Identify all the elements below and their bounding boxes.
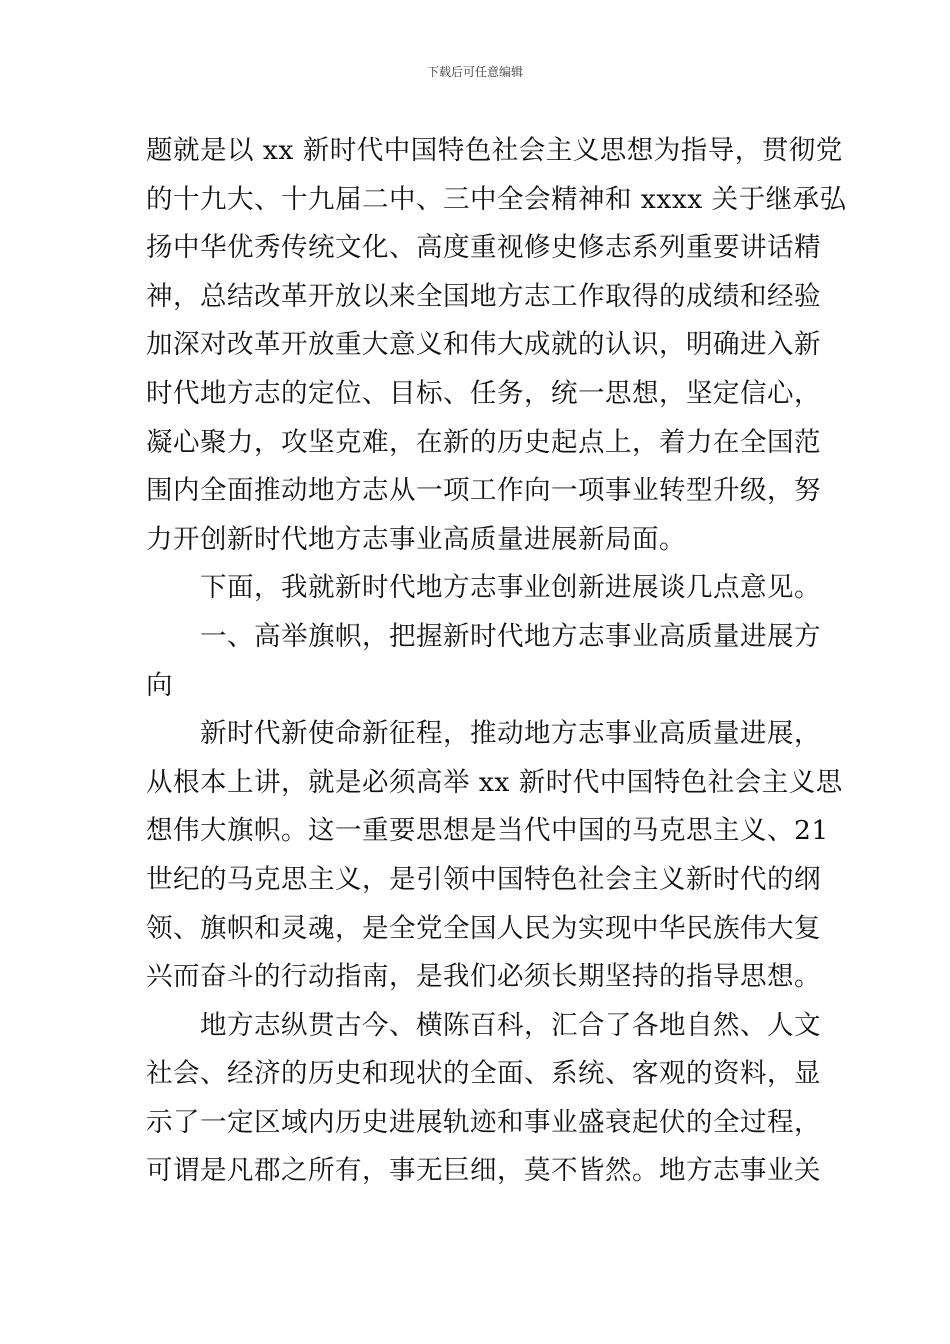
text-line: 的十九大、十九届二中、三中全会精神和 xxxx 关于继承弘 — [146, 183, 847, 215]
paragraph — [146, 564, 821, 613]
text-line: 想伟大旗帜。这一重要思想是当代中国的马克思主义、21 — [146, 815, 829, 847]
text-line: 力开创新时代地方志事业高质量进展新局面。 — [146, 523, 686, 555]
text-line: 向 — [146, 669, 173, 701]
text-line: 可谓是凡郡之所有，事无巨细，莫不皆然。地方志事业关 — [146, 1155, 821, 1187]
text-line: 围内全面推动地方志从一项工作向一项事业转型升级，努 — [146, 475, 821, 507]
text-line: 兴而奋斗的行动指南，是我们必须长期坚持的指导思想。 — [146, 961, 821, 993]
text-line: 从根本上讲，就是必须高举 xx 新时代中国特色社会主义思 — [146, 766, 843, 798]
text-line: 一、高举旗帜，把握新时代地方志事业高质量进展方 — [200, 620, 821, 652]
text-line: 扬中华优秀传统文化、高度重视修史修志系列重要讲话精 — [146, 232, 821, 264]
text-line: 题就是以 xx 新时代中国特色社会主义思想为指导，贯彻党 — [146, 135, 843, 166]
text-line: 新时代新使命新征程，推动地方志事业高质量进展， — [200, 718, 821, 750]
page-header: 下载后可任意编辑 — [426, 65, 523, 79]
text-line: 加深对改革开放重大意义和伟大成就的认识，明确进入新 — [146, 329, 821, 361]
text-line: 下面，我就新时代地方志事业创新进展谈几点意见。 — [200, 572, 821, 604]
document-body — [146, 127, 847, 1196]
paragraph — [146, 710, 843, 1002]
text-line: 凝心聚力，攻坚克难，在新的历史起点上，着力在全国范 — [146, 426, 821, 458]
text-line: 地方志纵贯古今、横陈百科，汇合了各地自然、人文 — [200, 1009, 821, 1041]
section-heading — [146, 613, 821, 710]
text-line: 时代地方志的定位、目标、任务，统一思想，坚定信心， — [146, 377, 821, 409]
text-line: 示了一定区域内历史进展轨迹和事业盛衰起伏的全过程， — [146, 1106, 821, 1138]
paragraph — [146, 127, 847, 564]
paragraph — [146, 1002, 821, 1196]
text-line: 领、旗帜和灵魂，是全党全国人民为实现中华民族伟大复 — [146, 912, 821, 944]
text-line: 神，总结改革开放以来全国地方志工作取得的成绩和经验 — [146, 280, 821, 312]
text-line: 世纪的马克思主义，是引领中国特色社会主义新时代的纲 — [146, 863, 821, 895]
text-line: 社会、经济的历史和现状的全面、系统、客观的资料，显 — [146, 1058, 821, 1090]
